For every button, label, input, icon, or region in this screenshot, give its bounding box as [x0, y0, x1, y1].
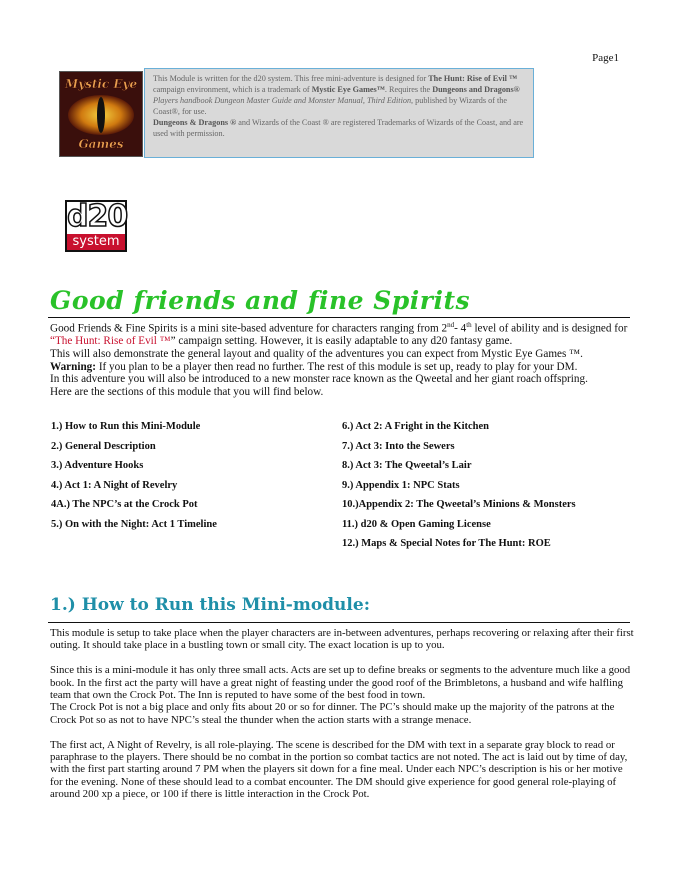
svg-text:Mystic Eye: Mystic Eye: [64, 77, 138, 91]
license-notice: This Module is written for the d20 system. This free mini-adventure is designed for The Hunt: Rise of Evil ™ campaign environment, which is a trademark of Mystic Eye Games™. Requires the Dungeons and Dragons® Players handbook Dungeon Master Guide and Monster Manual, Third Edition, published by Wizards of the Coast®, for use. Dungeons & Dragons ® and Wizards of the Coast ® are registered Trademarks of Wizards of the Coast, and are used with permission.: [144, 68, 534, 158]
toc-item: 4A.) The NPC’s at the Crock Pot: [51, 499, 198, 510]
title-rule: [48, 317, 630, 318]
toc-item: 10.)Appendix 2: The Qweetal’s Minions & Monsters: [342, 499, 576, 510]
d20-logo-top: d20: [67, 199, 128, 234]
body-paragraph: The Crock Pot is not a big place and only fits about 20 or so for dinner. The PC’s should make up the majority of the patrons at the Crock Pot so as not to have NPC’s steal the thunder when the action starts with a strange menace.: [50, 701, 615, 726]
section-body: [50, 627, 634, 813]
section-rule: [48, 622, 630, 623]
toc-item: 6.) Act 2: A Fright in the Kitchen: [342, 421, 489, 432]
toc-left-column: [51, 421, 217, 538]
svg-text:Games: Games: [78, 137, 124, 151]
toc-item: 9.) Appendix 1: NPC Stats: [342, 479, 460, 491]
page-title: Good friends and fine Spirits: [50, 286, 471, 315]
body-paragraph: This module is setup to take place when the player characters are in-between adventures, perhaps recovering or relaxing after their first outing. It should take place in a bustling town or small city. The exact location is up to you.: [50, 627, 634, 652]
toc-item: 4.) Act 1: A Night of Revelry: [51, 479, 178, 491]
toc-item: 11.) d20 & Open Gaming License: [342, 518, 491, 530]
toc-right-column: [342, 421, 576, 558]
toc-item: 3.) Adventure Hooks: [51, 460, 144, 471]
mystic-eye-games-logo: [59, 71, 143, 157]
toc-item: 8.) Act 3: The Qweetal’s Lair: [342, 460, 472, 471]
d20-logo-bottom: system: [65, 234, 127, 252]
warning-paragraph: Warning: If you plan to be a player then read no further. The rest of this module is set up, ready to play for your DM.: [50, 360, 578, 373]
toc-item: 7.) Act 3: Into the Sewers: [342, 440, 455, 452]
page-number: Page1: [592, 52, 619, 64]
intro-paragraph-1: Good Friends & Fine Spirits is a mini site-based adventure for characters ranging from 2nd- 4th level of ability and is designed for “The Hunt: Rise of Evil ™” campaign setting. However, it is easily adaptable to any d20 fantasy game.: [50, 321, 628, 348]
intro-paragraph-2: This will also demonstrate the general layout and quality of the adventures you can expect from Mystic Eye Games ™.: [50, 347, 583, 360]
body-paragraph: Since this is a mini-module it has only three small acts. Acts are set up to define breaks or segments to the adventure much like a good book. In the first act the party will have a great night of feasting under the good roof of the Brimbletons, a husband and wife halfling team that own the Crock Pot. The Inn is reputed to have some of the best food in town.: [50, 664, 631, 702]
section-heading: 1.) How to Run this Mini-module:: [50, 595, 370, 615]
body-paragraph: The first act, A Night of Revelry, is all role-playing. The scene is described for the DM with text in a separate gray block to read or paraphrase to the players. There should be no combat in the portion so combat tactics are not noted. The act is laid out by time of day, with the first part starting around 7 PM when the players sit down for a fine meal. Under each NPC’s description is his or her motive for the evening. None of these should lead to a combat encounter. The DM should give experience for good general role-playing of around 200 xp a piece, or 100 if there is little interaction in the Crock Pot.: [50, 738, 628, 801]
intro-paragraph-4: In this adventure you will also be introduced to a new monster race known as the Qweetal and her giant roach offspring.: [50, 373, 588, 386]
intro-paragraph-5: Here are the sections of this module that you will find below.: [50, 385, 324, 398]
toc-item: 5.) On with the Night: Act 1 Timeline: [51, 518, 217, 530]
toc-item: 1.) How to Run this Mini-Module: [51, 421, 201, 432]
toc-item: 12.) Maps & Special Notes for The Hunt: ROE: [342, 538, 551, 549]
toc-item: 2.) General Description: [51, 440, 156, 452]
intro-text: [50, 319, 630, 398]
d20-system-logo: [65, 200, 127, 252]
